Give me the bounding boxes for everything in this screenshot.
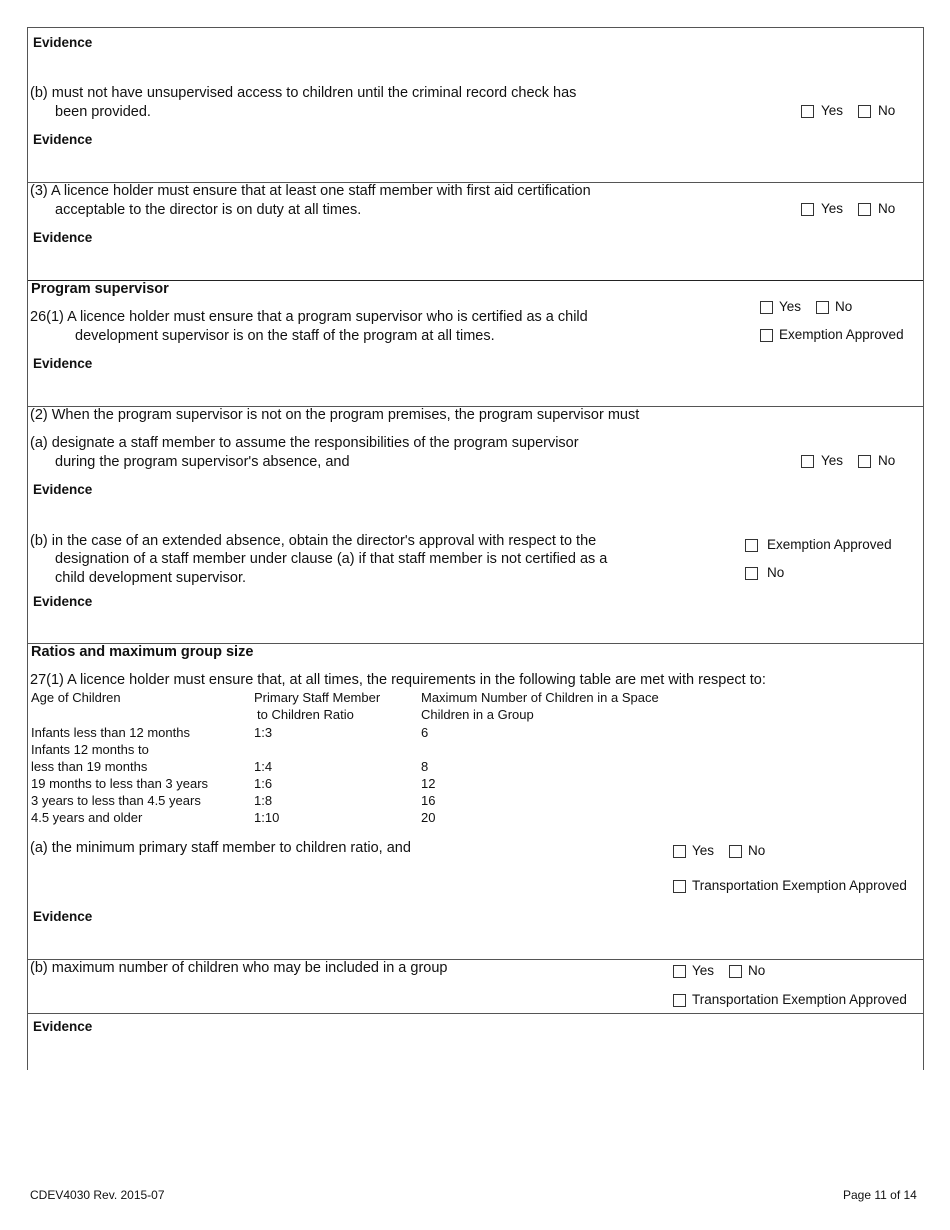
item-26-1-exemption-checkbox[interactable] <box>760 329 773 342</box>
footer-form-id: CDEV4030 Rev. 2015-07 <box>30 1188 165 1202</box>
item-27-1-intro: 27(1) A licence holder must ensure that, at all times, the requirements in the following table are met with respect to: <box>30 672 766 688</box>
item-27a-text: (a) the minimum primary staff member to children ratio, and <box>30 840 411 856</box>
item-27b-yes-label: Yes <box>692 963 715 978</box>
ratios-heading: Ratios and maximum group size <box>31 644 254 660</box>
table-row-3-ratio: 1:6 <box>254 776 273 791</box>
item-26-1-exemption-label: Exemption Approved <box>779 327 904 342</box>
item-2b-exemption-checkbox[interactable] <box>745 539 758 552</box>
evidence-label-6: Evidence <box>33 594 93 609</box>
item-2a-no-checkbox[interactable] <box>858 455 871 468</box>
table-row-4-max: 16 <box>421 793 436 808</box>
item-2a-line2: during the program supervisor's absence, and <box>55 454 350 470</box>
table-row-5-ratio: 1:10 <box>254 810 280 825</box>
item-b-yes-label: Yes <box>821 103 844 118</box>
item-27a-transport-exemption-label: Transportation Exemption Approved <box>692 878 907 893</box>
footer-page-number: Page 11 of 14 <box>843 1188 917 1202</box>
item-3-first-aid-line2: acceptable to the director is on duty at all times. <box>55 202 362 218</box>
item-2-absence-line1: (2) When the program supervisor is not on the program premises, the program supervisor must <box>30 407 640 423</box>
table-header-age: Age of Children <box>31 690 121 705</box>
table-row-3-max: 12 <box>421 776 436 791</box>
item-3-no-label: No <box>878 201 896 216</box>
item-26-1-no-checkbox[interactable] <box>816 301 829 314</box>
table-row-4-age: 3 years to less than 4.5 years <box>31 793 201 808</box>
table-row-5-max: 20 <box>421 810 436 825</box>
item-27a-yes-checkbox[interactable] <box>673 845 686 858</box>
table-row-2-max: 8 <box>421 759 429 774</box>
item-27a-transport-exemption-checkbox[interactable] <box>673 880 686 893</box>
table-header-ratio-line2: to Children Ratio <box>257 707 354 722</box>
table-header-max-line1: Maximum Number of Children in a Space <box>421 690 659 705</box>
evidence-label-1: Evidence <box>33 35 93 50</box>
item-27a-no-label: No <box>748 843 766 858</box>
item-27a-yes-label: Yes <box>692 843 715 858</box>
divider <box>28 1013 923 1014</box>
table-row-5-age: 4.5 years and older <box>31 810 143 825</box>
item-3-yes-label: Yes <box>821 201 844 216</box>
item-27b-yes-checkbox[interactable] <box>673 965 686 978</box>
item-26-1-line2: development supervisor is on the staff of the program at all times. <box>75 328 495 344</box>
item-b-yes-checkbox[interactable] <box>801 105 814 118</box>
item-2b-line3: child development supervisor. <box>55 570 247 586</box>
item-27b-transport-exemption-label: Transportation Exemption Approved <box>692 992 907 1007</box>
program-supervisor-heading: Program supervisor <box>31 281 169 297</box>
item-27b-no-checkbox[interactable] <box>729 965 742 978</box>
item-2a-yes-label: Yes <box>821 453 844 468</box>
table-row-2-ratio: 1:4 <box>254 759 273 774</box>
item-27b-text: (b) maximum number of children who may be included in a group <box>30 960 448 976</box>
evidence-label-2: Evidence <box>33 132 93 147</box>
item-3-yes-checkbox[interactable] <box>801 203 814 216</box>
item-26-1-yes-checkbox[interactable] <box>760 301 773 314</box>
item-3-first-aid-line1: (3) A licence holder must ensure that at least one staff member with first aid certification <box>30 183 591 199</box>
item-2b-exemption-label: Exemption Approved <box>767 537 892 552</box>
form-frame <box>27 27 924 1070</box>
item-b-no-label: No <box>878 103 896 118</box>
table-row-2-age-line2: less than 19 months <box>31 759 148 774</box>
evidence-label-3: Evidence <box>33 230 93 245</box>
item-27a-no-checkbox[interactable] <box>729 845 742 858</box>
item-2b-no-checkbox[interactable] <box>745 567 758 580</box>
item-27b-no-label: No <box>748 963 766 978</box>
table-header-max-line2: Children in a Group <box>421 707 534 722</box>
item-b-criminal-check-line2: been provided. <box>55 104 151 120</box>
item-2b-line2: designation of a staff member under clause (a) if that staff member is not certified as a <box>55 551 608 567</box>
item-26-1-no-label: No <box>835 299 853 314</box>
item-3-no-checkbox[interactable] <box>858 203 871 216</box>
item-2a-no-label: No <box>878 453 896 468</box>
item-27b-transport-exemption-checkbox[interactable] <box>673 994 686 1007</box>
evidence-label-8: Evidence <box>33 1019 93 1034</box>
evidence-label-7: Evidence <box>33 909 93 924</box>
table-row-1-max: 6 <box>421 725 429 740</box>
item-b-criminal-check-line1: (b) must not have unsupervised access to children until the criminal record check has <box>30 85 577 101</box>
item-2b-line1: (b) in the case of an extended absence, obtain the director's approval with respect to the <box>30 533 597 549</box>
table-row-1-age: Infants less than 12 months <box>31 725 190 740</box>
evidence-label-5: Evidence <box>33 482 93 497</box>
item-2a-line1: (a) designate a staff member to assume the responsibilities of the program supervisor <box>30 435 579 451</box>
table-header-ratio-line1: Primary Staff Member <box>254 690 381 705</box>
table-row-2-age-line1: Infants 12 months to <box>31 742 149 757</box>
table-row-4-ratio: 1:8 <box>254 793 273 808</box>
table-row-3-age: 19 months to less than 3 years <box>31 776 209 791</box>
item-26-1-line1: 26(1) A licence holder must ensure that a program supervisor who is certified as a child <box>30 309 588 325</box>
table-row-1-ratio: 1:3 <box>254 725 273 740</box>
evidence-label-4: Evidence <box>33 356 93 371</box>
item-2b-no-label: No <box>767 565 785 580</box>
item-b-no-checkbox[interactable] <box>858 105 871 118</box>
item-26-1-yes-label: Yes <box>779 299 802 314</box>
item-2a-yes-checkbox[interactable] <box>801 455 814 468</box>
